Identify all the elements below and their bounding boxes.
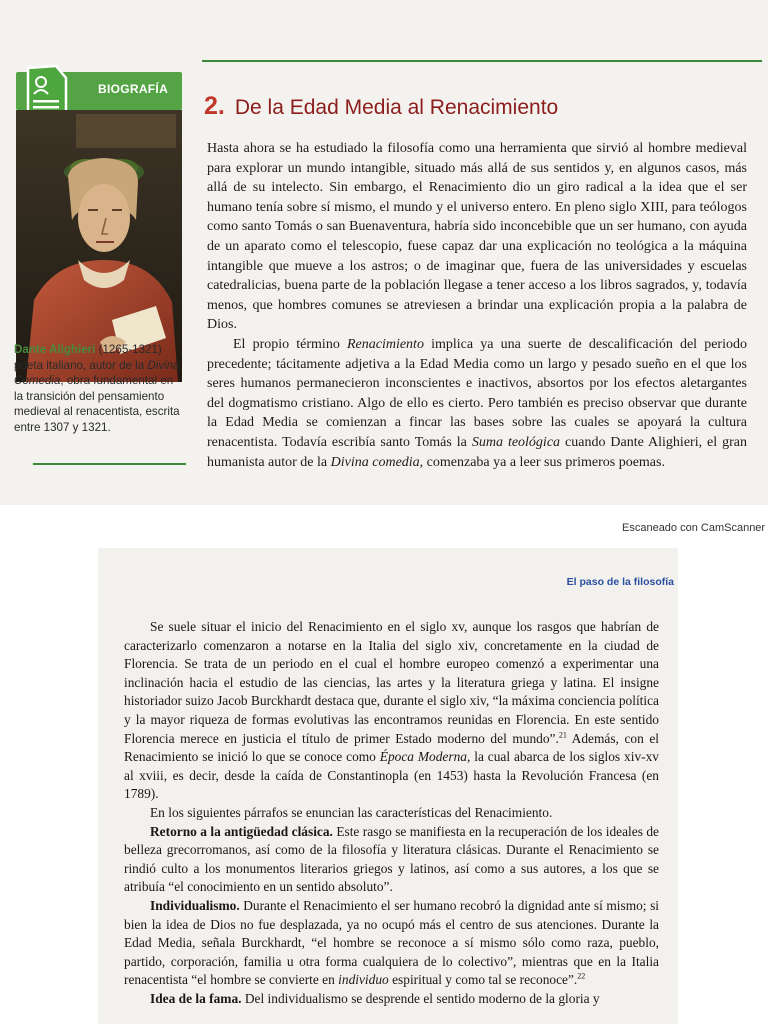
paragraph-1: Hasta ahora se ha estudiado la filosofía como una herramienta que sirvió al hombre medieval para explorar un mundo intangible, situado más allá de sus sentidos y, en algunos casos, más allá de su intelecto. Sin embargo, el Renacimiento dio un giro radical a la idea que el ser humano tenía sobre sí mismo, el mundo y el universo entero. En pleno siglo XIII, para teólogos como santo Tomás o san Buenaventura, habría sido inconcebible que un ser humano, con ayuda de un aparato como el telescopio, fuese capaz dar una explicación no teológica a la máquina intangible que mueve a los astros; o de imaginar que, fuera de las universidades y escuelas catedralicias, buena parte de la población llegase a tener acceso a los libros sagrados, y, todavía menos, que hombres comunes se atreviesen a brindar una explicación propia a la palabra de Dios. bbox=[207, 141, 747, 333]
work-title-italic: Divina comedia bbox=[330, 454, 420, 470]
work-title-italic: Suma teológica bbox=[471, 434, 561, 450]
text-run: , la cual abarca de los siglos xiv-xv al xviii, es decir, desde la caída de Constantinopla (en 1453) hasta la Revolución Francesa (en 1789). bbox=[124, 749, 659, 802]
feature-heading: Retorno a la antigüedad clásica. bbox=[150, 823, 333, 839]
text-run: cuando Dante Alighieri, el gran humanista autor de la bbox=[207, 434, 747, 470]
term-italic: individuo bbox=[338, 972, 389, 988]
text-run: El propio término bbox=[233, 336, 347, 352]
running-head: El paso de la filosofía bbox=[566, 576, 674, 588]
caption-rest: , obra fundamental en la transición del pensamiento medieval al renacentista, escrita entre 1307 y 1321. bbox=[14, 374, 180, 434]
paragraph-characteristics-intro: En los siguientes párrafos se enuncian las características del Renacimiento. bbox=[150, 804, 553, 820]
scanner-watermark: Escaneado con CamScanner bbox=[622, 522, 766, 534]
scanned-page-top bbox=[0, 0, 768, 505]
caption-name: Dante Alighieri bbox=[14, 343, 96, 356]
footnote-ref: 22 bbox=[577, 971, 586, 981]
text-run: Se suele situar el inicio del Renacimiento en el siglo xv, aunque los rasgos que habrían de caracterizarlo comenzaron a notarse en la Italia del siglo xiv, concretamente en la ciudad de Florencia. Se trata de un periodo en el cual el hombre europeo comenzó a experimentar una inclinación hacia el estudio de las ciencias, las artes y la literatura griega y latina. El insigne historiador suizo Jacob Burckhardt destaca que, durante el siglo xiv, “la máxima conciencia política y la mayor riqueza de formas evolutivas las encontramos reunidas en Florencia. En este sentido Florencia merece en justicia el título de primer Estado moderno del mundo”. bbox=[124, 619, 659, 746]
text-run: espiritual y como tal se reconoce”. bbox=[388, 972, 578, 988]
paragraph-individualismo bbox=[124, 897, 659, 990]
feature-heading: Idea de la fama. bbox=[150, 990, 242, 1006]
top-rule bbox=[202, 60, 762, 62]
section-body bbox=[207, 139, 747, 472]
biography-label: BIOGRAFÍA bbox=[98, 82, 169, 96]
text-run: , comenzaba ya a leer sus primeros poemas. bbox=[419, 454, 665, 470]
section-number: 2. bbox=[204, 92, 225, 120]
footnote-ref: 21 bbox=[558, 730, 567, 740]
text-run: Este rasgo se manifiesta en la recuperación de los ideales de belleza grecorromanos, así como de la filosofía y literatura clásicas. Durante el Renacimiento se rindió culto a los monumentos literarios griegos y latinos, así como a sus autores, a los que se atribuía “el conocimiento en un sentido absoluto”. bbox=[124, 823, 659, 895]
portrait-caption bbox=[14, 342, 180, 435]
term-italic: Renacimiento bbox=[346, 336, 424, 352]
paragraph-fama bbox=[124, 990, 659, 1009]
text-run: Del individualismo se desprende el sentido moderno de la gloria y bbox=[241, 990, 600, 1006]
section-title-text: De la Edad Media al Renacimiento bbox=[234, 96, 559, 119]
paragraph-retorno bbox=[124, 823, 659, 897]
caption-rule bbox=[33, 463, 186, 465]
feature-heading: Individualismo. bbox=[150, 897, 240, 913]
paragraph-2 bbox=[207, 335, 747, 472]
page2-body bbox=[124, 618, 659, 1008]
text-run: Durante el Renacimiento el ser humano recobró la dignidad ante sí mismo; si bien la idea de Dios no fue desplazada, ya no ocupó más el centro de sus atenciones. Durante la Edad Media, señala Burckhardt, “el hombre se reconoce a sí mismo sólo como raza, pueblo, partido, corporación, familia u otra forma cualquiera de lo colectivo”, mientras que en la Italia renacentista “el hombre se convierte en bbox=[124, 897, 659, 988]
caption-text: (1265-1321) poeta italiano, autor de la bbox=[14, 343, 162, 372]
paragraph-renacimiento-intro bbox=[124, 618, 659, 804]
text-run: implica ya una suerte de descalificación del periodo precedente; tácitamente adjetiva a la Edad Media como un largo y pesado sueño en el que los seres humanos permanecieron inconscientes e inactivos, absortos por los efectos aletargantes del dogmatismo cristiano. Algo de ello es cierto. Pero también es preciso observar que durante la Edad Media se comienzan a fincar las bases sobre las cuales se apoyará la cultura renacentista. Todavía escribía santo Tomás la bbox=[207, 336, 747, 450]
scanned-page-bottom bbox=[98, 548, 678, 1024]
caption-work: Divina Comedia bbox=[14, 358, 180, 387]
term-italic: Época Moderna bbox=[379, 749, 467, 765]
text-run: Además, con el Renacimiento se inició lo que se conoce como bbox=[124, 730, 660, 765]
section-title bbox=[204, 92, 558, 121]
